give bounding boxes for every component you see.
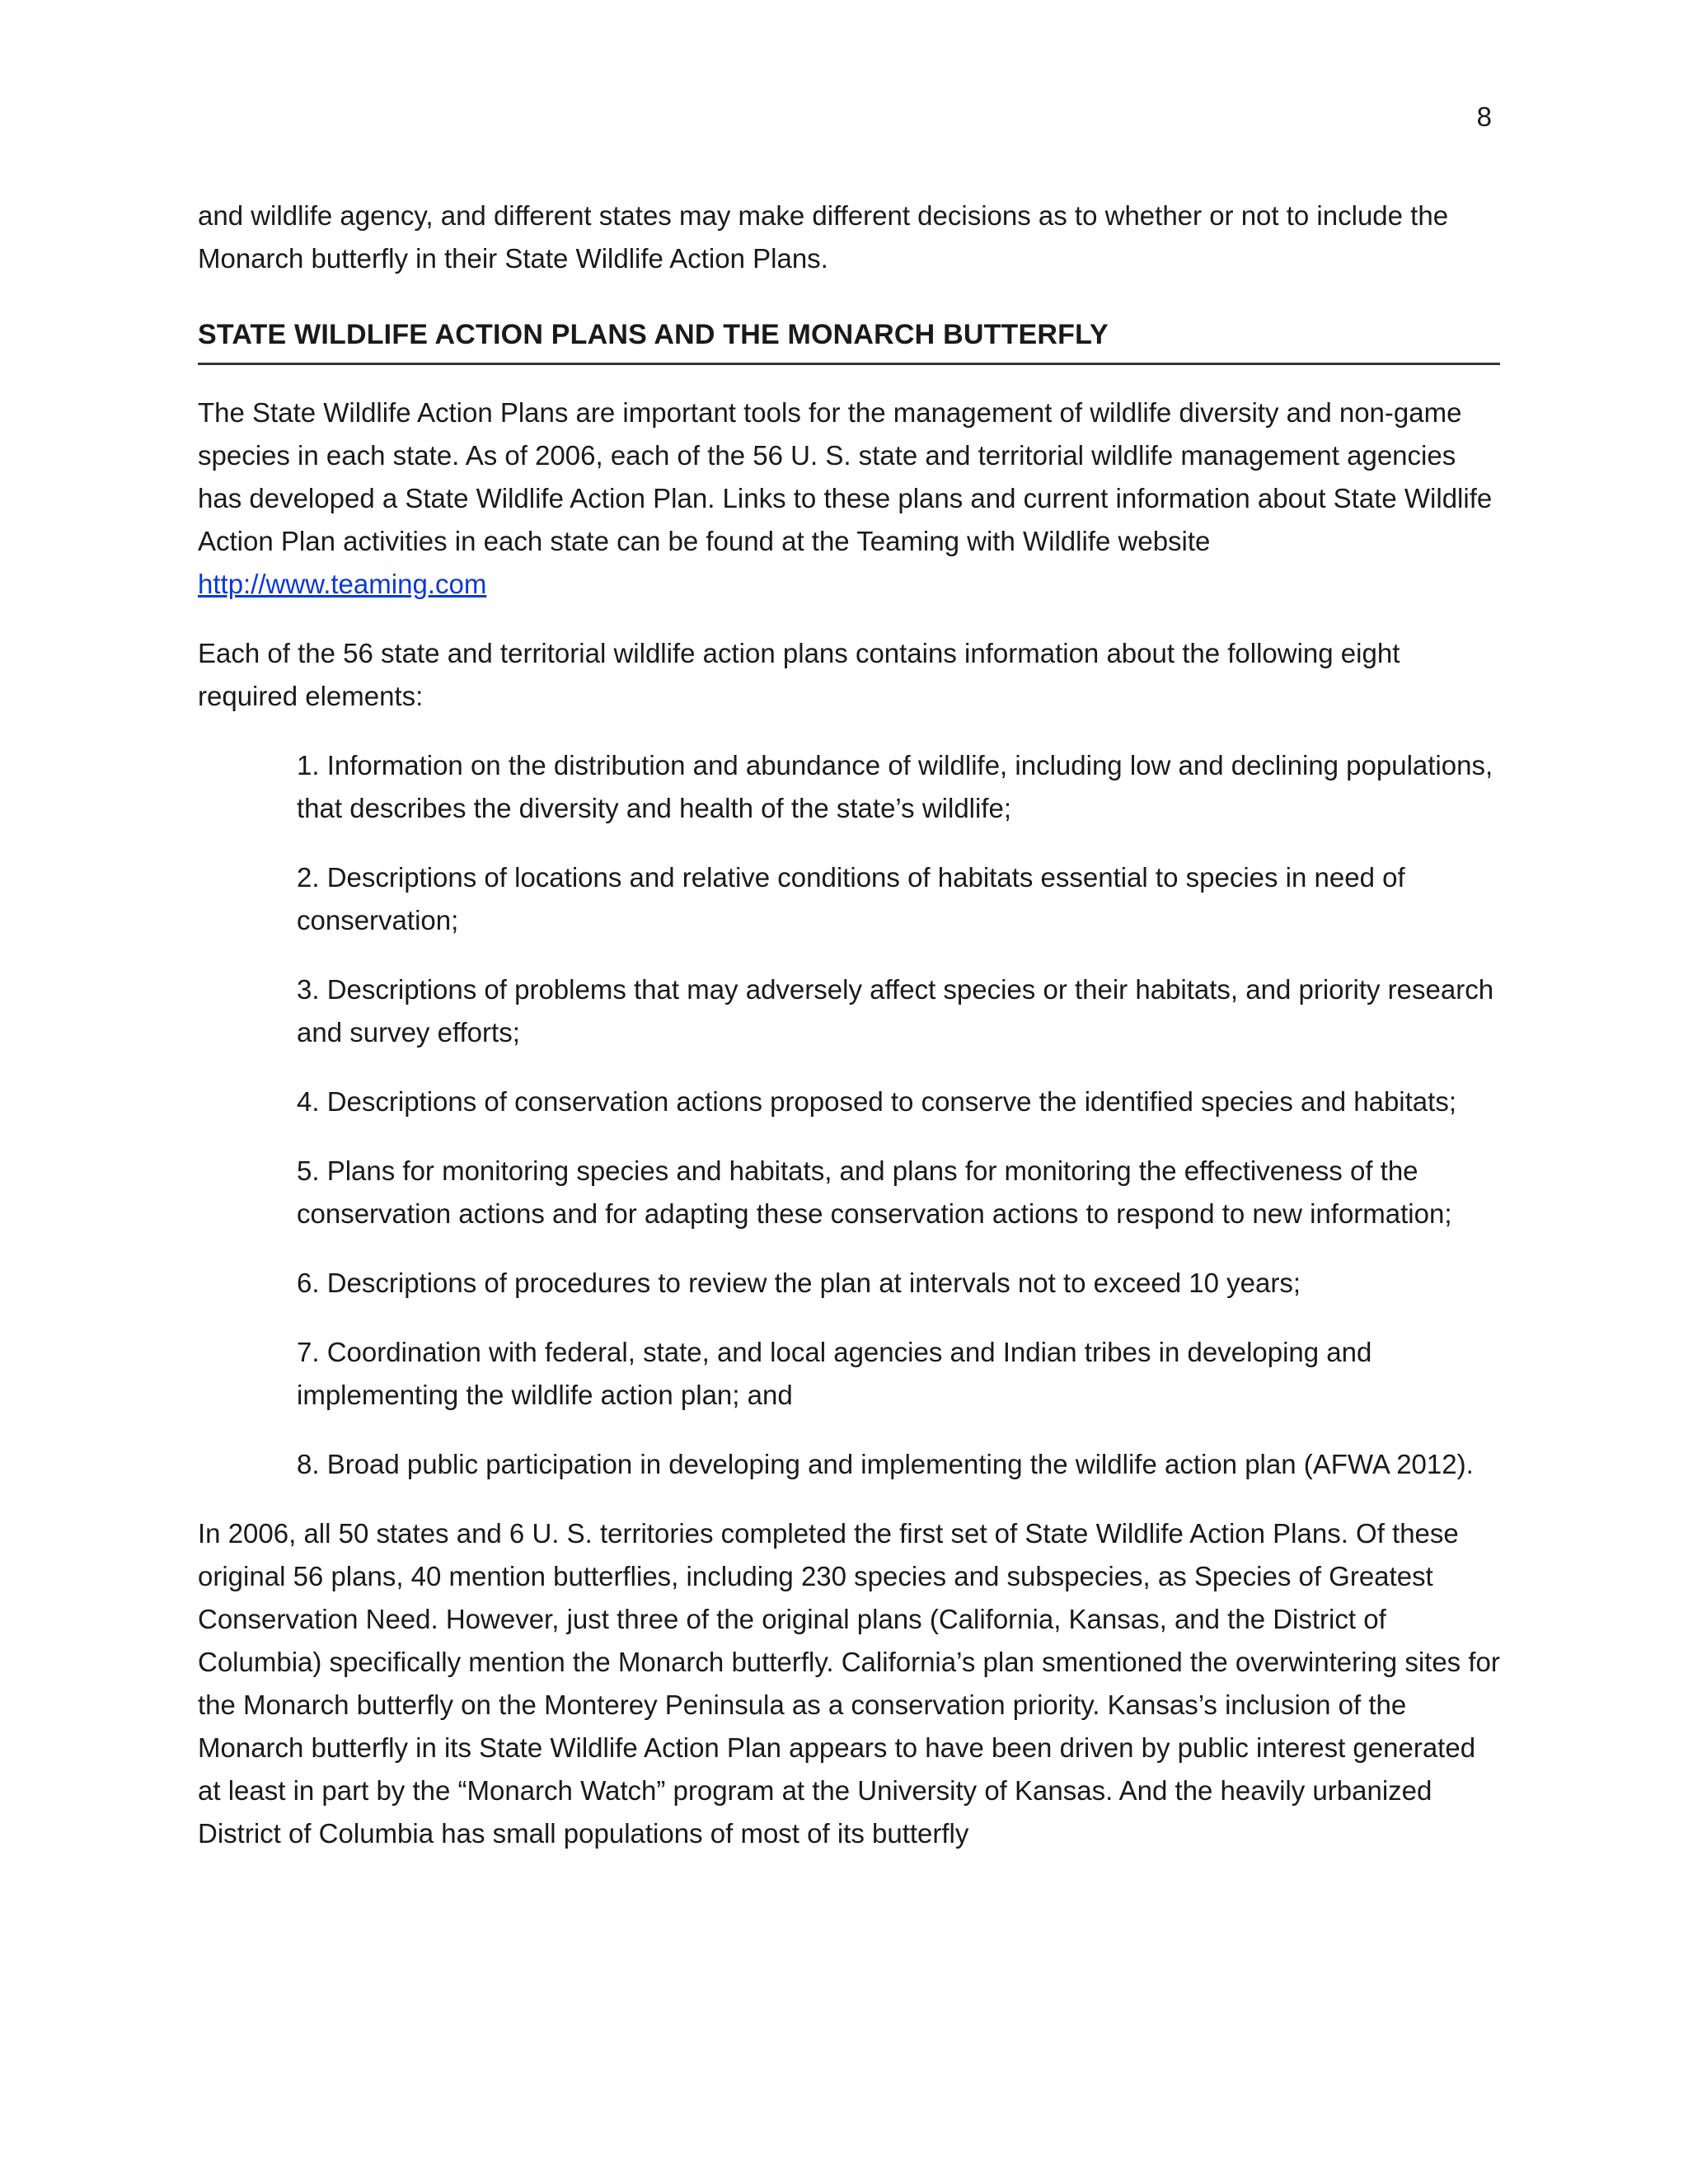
- page-number: 8: [1476, 101, 1492, 132]
- list-item: 5. Plans for monitoring species and habitats, and plans for monitoring the effectiveness of the conservation actions and for adapting these conservation actions to respond to new information;: [297, 1155, 1452, 1229]
- elements-intro-paragraph: Each of the 56 state and territorial wildlife action plans contains information about the following eight required elements:: [198, 638, 1400, 711]
- intro-paragraph: [198, 391, 1500, 606]
- list-item: 4. Descriptions of conservation actions proposed to conserve the identified species and habitats;: [297, 1086, 1456, 1117]
- list-item: 6. Descriptions of procedures to review the plan at intervals not to exceed 10 years;: [297, 1268, 1301, 1298]
- section-heading: STATE WILDLIFE ACTION PLANS AND THE MONARCH BUTTERFLY: [198, 313, 1500, 365]
- document-body: [198, 194, 1500, 1882]
- list-item: 3. Descriptions of problems that may adversely affect species or their habitats, and priority research and survey efforts;: [297, 974, 1494, 1047]
- teaming-website-link[interactable]: http://www.teaming.com: [198, 569, 487, 599]
- closing-paragraph: In 2006, all 50 states and 6 U. S. territories completed the first set of State Wildlife Action Plans. Of these original 56 plans, 40 mention butterflies, including 230 species and subspecies, as Species of Greatest Conservation Need. However, just three of the original plans (California, Kansas, and the District of Columbia) specifically mention the Monarch butterfly. California’s plan smentioned the overwintering sites for the Monarch butterfly on the Monterey Peninsula as a conservation priority. Kansas’s inclusion of the Monarch butterfly in its State Wildlife Action Plan appears to have been driven by public interest generated at least in part by the “Monarch Watch” program at the University of Kansas. And the heavily urbanized District of Columbia has small populations of most of its butterfly: [198, 1518, 1500, 1849]
- required-elements-list: [198, 744, 1500, 1486]
- list-item: 2. Descriptions of locations and relative conditions of habitats essential to species in need of conservation;: [297, 862, 1405, 935]
- list-item: 7. Coordination with federal, state, and local agencies and Indian tribes in developing and implementing the wildlife action plan; and: [297, 1337, 1372, 1410]
- intro-paragraph-text: The State Wildlife Action Plans are important tools for the management of wildlife diversity and non-game species in each state. As of 2006, each of the 56 U. S. state and territorial wildlife management agencies has developed a State Wildlife Action Plan. Links to these plans and current information about State Wildlife Action Plan activities in each state can be found at the Teaming with Wildlife website: [198, 397, 1493, 556]
- list-item: 8. Broad public participation in developing and implementing the wildlife action plan (AFWA 2012).: [297, 1449, 1474, 1479]
- list-item: 1. Information on the distribution and abundance of wildlife, including low and declining populations, that describes the diversity and health of the state’s wildlife;: [297, 750, 1493, 823]
- continuation-paragraph: and wildlife agency, and different states may make different decisions as to whether or not to include the Monarch butterfly in their State Wildlife Action Plans.: [198, 200, 1449, 274]
